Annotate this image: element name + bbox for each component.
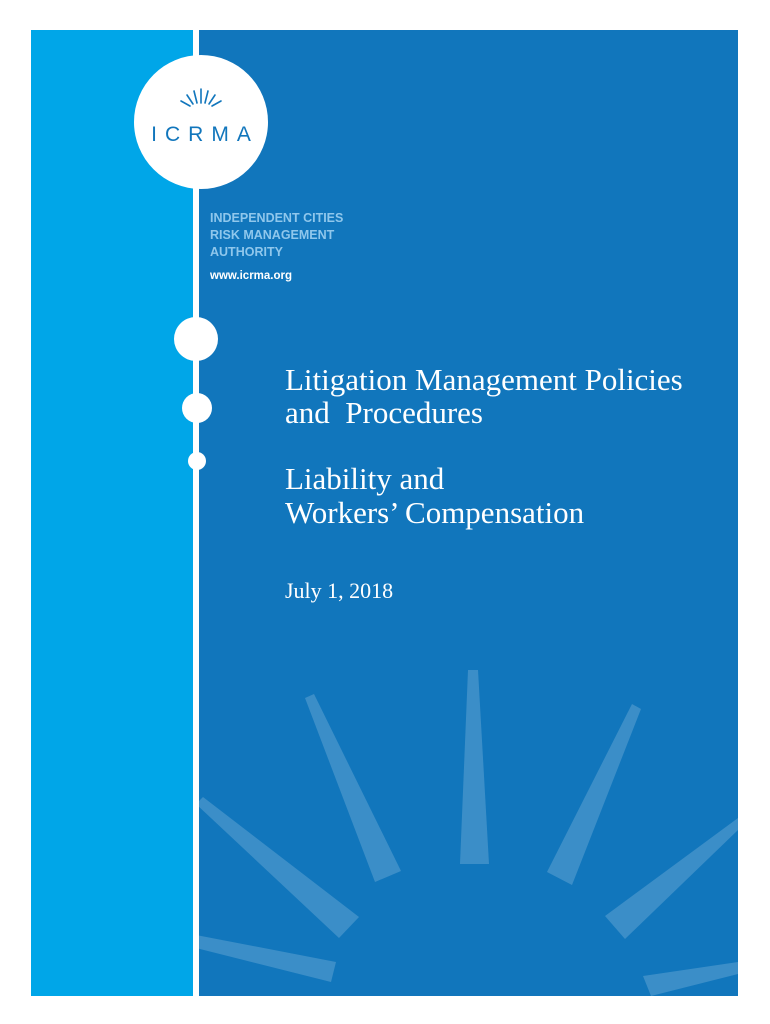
- organization-name-line: AUTHORITY: [210, 245, 283, 259]
- document-title-line: and Procedures: [285, 395, 483, 430]
- decorative-dot-large: [174, 317, 218, 361]
- document-title-line: Litigation Management Policies: [285, 362, 683, 397]
- organization-name-line: RISK MANAGEMENT: [210, 228, 335, 242]
- decorative-dot-small: [188, 452, 206, 470]
- organization-name: [210, 210, 343, 261]
- cover-page: [31, 30, 738, 996]
- document-subtitle-line: Liability and: [285, 461, 445, 496]
- organization-name-line: INDEPENDENT CITIES: [210, 211, 344, 225]
- document-title: [285, 363, 683, 429]
- document-subtitle-line: Workers’ Compensation: [285, 495, 585, 530]
- logo-text: ICRMA: [151, 123, 259, 146]
- document-date: July 1, 2018: [285, 578, 394, 603]
- organization-website-link[interactable]: www.icrma.org: [210, 270, 293, 282]
- document-subtitle: [285, 462, 584, 530]
- sunrise-rays-icon: [177, 85, 225, 115]
- decorative-dot-medium: [182, 393, 212, 423]
- icrma-logo: [134, 55, 268, 189]
